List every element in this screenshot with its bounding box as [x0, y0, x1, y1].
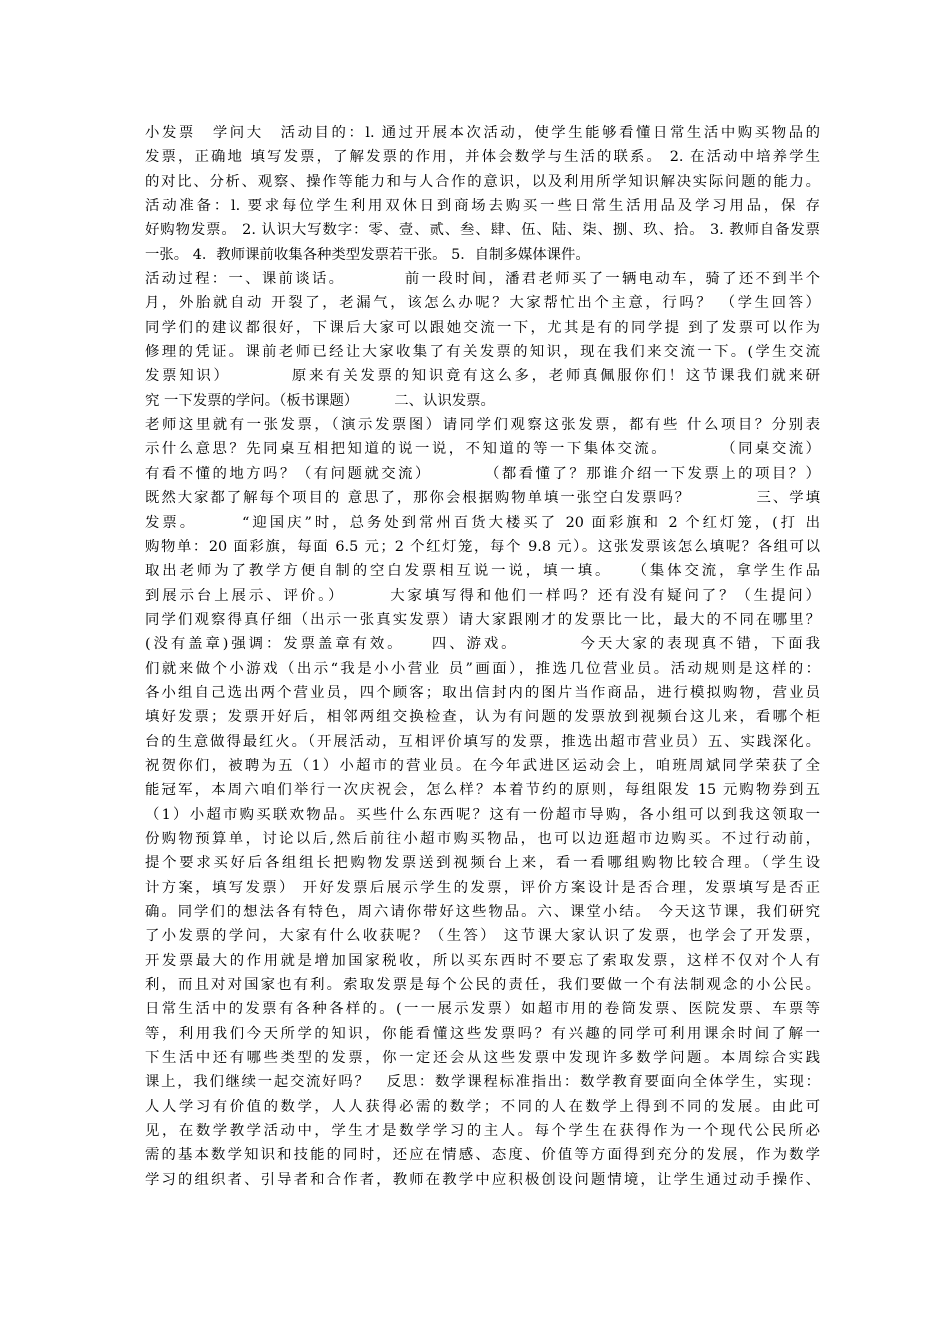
text-line: 小发票 学问大 活动目的：l. 通过开展本次活动，使学生能够看懂日常生活中购买物品的 [145, 125, 820, 141]
text-line: 既然大家都了解每个项目的 意思了，那你会根据购物单填一张空白发票吗？ 三、学填 [145, 490, 820, 507]
text-line: 份购物预算单，讨论以后,然后前往小超市购买物品，也可以边逛超市边购买。不过行动前， [145, 830, 820, 847]
text-line: 人人学习有价值的数学，人人获得必需的数学；不同的人在数学上得到不同的发展。由此可 [145, 1098, 820, 1115]
text-line: 活动过程：一、课前谈话。 前一段时间，潘君老师买了一辆电动车，骑了还不到半个 [145, 271, 820, 288]
text-line: 能冠军，本周六咱们举行一次庆祝会，怎么样？本着节约的原则，每组限发 15 元购物券到五 [145, 782, 820, 799]
text-line: 同学们的建议都很好，下课后大家可以跟她交流一下，尤其是有的同学提 到了发票可以作为 [145, 319, 820, 336]
text-line: 一张。 4．教师课前收集各种类型发票若干张。 5．自制多媒体课件。 [145, 246, 590, 263]
text-line: 老师这里就有一张发票，（演示发票图）请同学们观察这张发票，都有些 什么项目？分别表 [145, 417, 820, 434]
text-line: 月，外胎就自动 开裂了，老漏气，该怎么办呢？大家帮忙出个主意，行吗？ （学生回答） [145, 295, 820, 312]
text-line: 示什么意思？先同桌互相把知道的说一说，不知道的等一下集体交流。 （同桌交流） [145, 441, 820, 458]
text-line: 开发票最大的作用就是增加国家税收，所以买东西时不要忘了索取发票，这样不仅对个人有 [145, 952, 820, 969]
text-line: 利，而且对对国家也有利。索取发票是每个公民的责任，我们要做一个有法制观念的小公民。 [145, 977, 820, 994]
text-line: 发票知识） 原来有关发票的知识竟有这么多，老师真佩服你们！这节课我们就来研 [145, 368, 820, 385]
text-line: 们就来做个小游戏（出示“我是小小营业 员”画面），推选几位营业员。活动规则是这样的： [145, 660, 820, 677]
text-line: 学习的组织者、引导者和合作者，教师在教学中应积极创设问题情境，让学生通过动手操作、 [145, 1171, 820, 1188]
text-line: 台的生意做得最红火。（开展活动，互相评价填写的发票，推选出超市营业员）五、实践深化。 [145, 733, 820, 750]
text-line: （1）小超市购买联欢物品。买些什么东西呢？这有一份超市导购，各小组可以到我这领取一 [145, 806, 820, 823]
text-line: 计方案，填写发票） 开好发票后展示学生的发票，评价方案设计是否合理，发票填写是否正 [145, 879, 820, 896]
text-line: 日常生活中的发票有各种各样的。(一一展示发票）如超市用的卷筒发票、医院发票、车票等 [145, 1001, 820, 1018]
text-line: 下生活中还有哪些类型的发票，你一定还会从这些发票中发现许多数学问题。本周综合实践 [145, 1050, 820, 1067]
text-line: 好购物发票。 2. 认识大写数字：零、壹、贰、叁、肆、伍、陆、柒、捌、玖、拾。 3. 教师自备发票 [145, 222, 820, 239]
text-line: 购物单：20 面彩旗，每面 6.5 元；2 个红灯笼，每个 9.8 元）。这张发票该怎么填呢？各组可以 [145, 538, 820, 555]
text-line: 有看不懂的地方吗？（有问题就交流） （都看懂了？那谁介绍一下发票上的项目？） [145, 465, 820, 482]
text-line: 修理的凭证。课前老师已经让大家收集了有关发票的知识，现在我们来交流一下。(学生交流 [145, 344, 820, 361]
text-line: 的对比、分析、观察、操作等能力和与人合作的意识，以及利用所学知识解决实际问题的能力。 [145, 173, 820, 190]
text-line: 等，利用我们今天所学的知识，你能看懂这些发票吗？有兴趣的同学可利用课余时间了解一 [145, 1025, 820, 1042]
text-line: 祝贺你们，被聘为五（1）小超市的营业员。在今年武进区运动会上，咱班周斌同学荣获了全 [145, 757, 820, 774]
text-line: 到展示台上展示、评价。） 大家填写得和他们一样吗？还有没有疑问了？（生提问） [145, 587, 820, 604]
text-line: 需的基本数学知识和技能的同时，还应在情感、态度、价值等方面得到充分的发展，作为数学 [145, 1147, 820, 1164]
text-line: (没有盖章)强调：发票盖章有效。 四、游戏。 今天大家的表现真不错，下面我 [145, 636, 820, 653]
text-line: 确。同学们的想法各有特色，周六请你带好这些物品。六、课堂小结。 今天这节课，我们研究 [145, 904, 820, 920]
text-line: 课上，我们继续一起交流好吗？ 反思：数学课程标准指出：数学教育要面向全体学生，实现： [145, 1074, 820, 1091]
text-line: 各小组自己选出两个营业员，四个顾客；取出信封内的图片当作商品，进行模拟购物，营业员 [145, 684, 820, 701]
text-line: 发票。 “迎国庆”时，总务处到常州百货大楼买了 20 面彩旗和 2 个红灯笼，(打 出 [145, 514, 820, 531]
text-line: 了小发票的学问，大家有什么收获呢？（生答） 这节课大家认识了发票，也学会了开发票， [145, 928, 820, 945]
text-line: 取出老师为了教学方便自制的空白发票相互说一说，填一填。 （集体交流，拿学生作品 [145, 563, 820, 580]
text-line: 发票，正确地 填写发票，了解发票的作用，并体会数学与生活的联系。 2. 在活动中培养学生 [145, 149, 820, 166]
text-line: 活动准备：l. 要求每位学生利用双休日到商场去购买一些日常生活用品及学习用品，保 存 [145, 198, 820, 215]
text-line: 同学们观察得真仔细（出示一张真实发票）请大家跟刚才的发票比一比，最大的不同在哪里？ [145, 611, 820, 628]
text-line: 提个要求买好后各组组长把购物发票送到视频台上来，看一看哪组购物比较合理。（学生设 [145, 855, 820, 872]
text-line: 填好发票；发票开好后，相邻两组交换检查，认为有问题的发票放到视频台这儿来，看哪个柜 [145, 709, 820, 726]
body-text [145, 121, 820, 1192]
text-line: 究 一下发票的学问。（板书课题） 二、认识发票。 [145, 392, 495, 409]
text-line: 见，在数学教学活动中，学生才是数学学习的主人。每个学生在获得作为一个现代公民所必 [145, 1123, 820, 1140]
